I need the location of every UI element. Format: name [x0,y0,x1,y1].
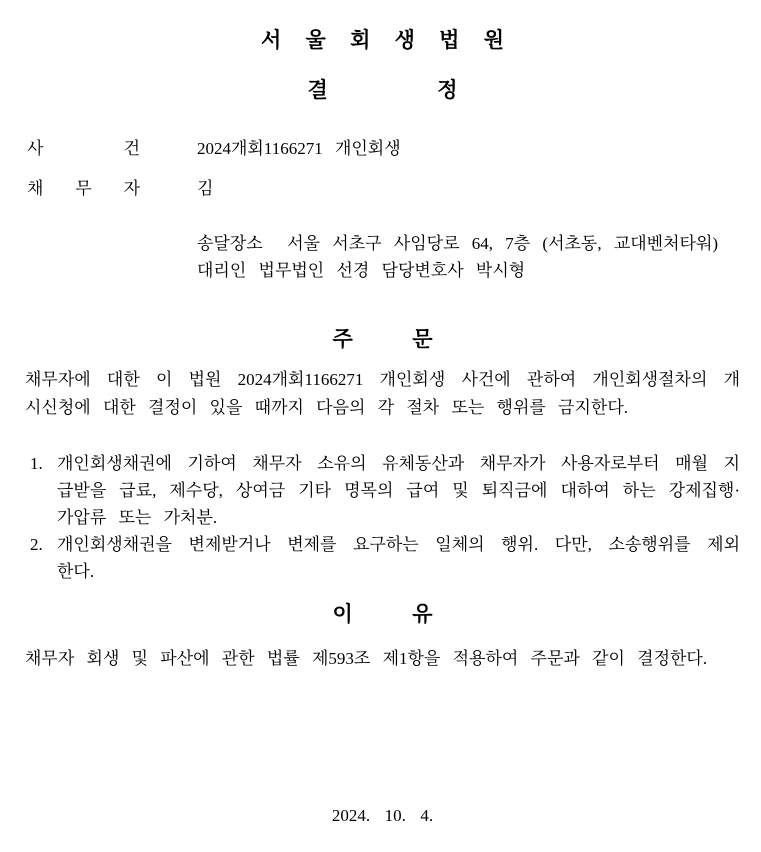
reason-section-heading: 이 유 [332,603,433,626]
order-items-list [25,450,740,585]
case-number-label: 사 건 [27,139,140,158]
debtor-row [25,175,740,202]
order-item-2 [25,531,740,585]
order-item-1-line: 개인회생채권에 기하여 채무자 소유의 유체동산과 채무자가 사용자로부터 매월 지 [57,454,740,473]
order-intro-line: 시신청에 대한 결정이 있을 때까지 다음의 각 절차 또는 행위를 금지한다. [25,398,628,417]
order-item-1-line: 가압류 또는 가처분. [57,508,218,527]
attorney-line: 대리인 법무법인 선경 담당변호사 박시형 [197,261,526,280]
order-item-2-number: 2. [30,535,43,554]
order-intro-paragraph [25,366,740,422]
order-intro-line: 채무자에 대한 이 법원 2024개회1166271 개인회생 사건에 관하여 개인회생절차의 개 [25,370,740,389]
order-section-heading: 주 문 [332,328,433,351]
service-info-section [197,230,740,284]
order-item-1 [25,450,740,531]
court-name-title: 서 울 회 생 법 원 [261,29,504,52]
decision-date: 2024. 10. 4. [331,806,434,825]
reason-paragraph: 채무자 회생 및 파산에 관한 법률 제593조 제1항을 적용하여 주문과 같이 결정한다. [25,649,708,668]
case-number-value: 2024개회1166271 개인회생 [197,139,401,158]
debtor-value: 김 [197,179,214,198]
order-item-2-line: 한다. [57,562,95,581]
order-item-2-line: 개인회생채권을 변제받거나 변제를 요구하는 일체의 행위. 다만, 소송행위를 제외 [57,535,740,554]
debtor-label: 채 무 자 [27,179,140,198]
case-info-section [25,135,740,202]
order-item-1-number: 1. [30,454,43,473]
order-item-1-line: 급받을 급료, 제수당, 상여금 기타 명목의 급여 및 퇴직금에 대하여 하는 강제집행· [57,481,740,500]
document-type-title: 결 정 [307,79,458,102]
service-place-line: 송달장소 서울 서초구 사임당로 64, 7층 (서초동, 교대벤처타워) [197,234,719,253]
case-number-row [25,135,740,162]
